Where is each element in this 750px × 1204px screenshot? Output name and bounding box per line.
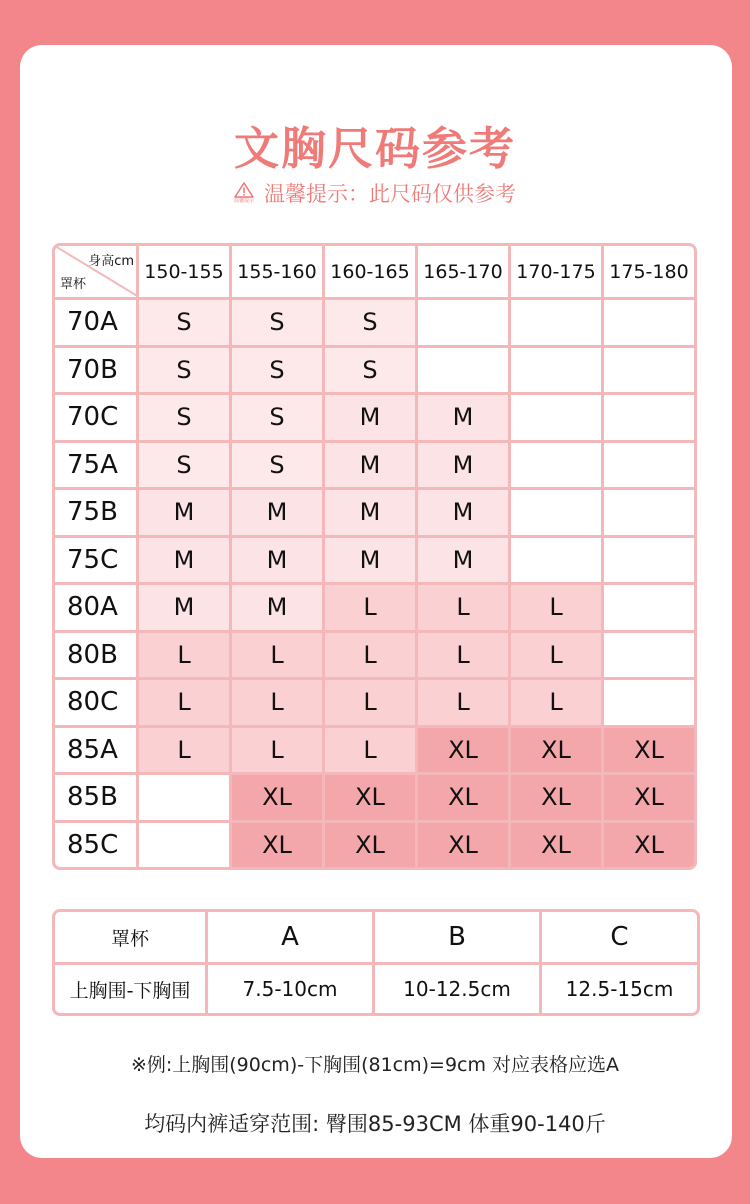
size-cell: S xyxy=(232,395,325,443)
size-cell: L xyxy=(511,585,604,633)
size-cell: XL xyxy=(325,823,418,868)
height-header: 160-165 xyxy=(325,246,418,300)
size-table-row xyxy=(55,633,694,681)
size-cell: XL xyxy=(232,823,325,868)
size-cell xyxy=(511,395,604,443)
cup-letter: B xyxy=(375,912,542,965)
size-cell xyxy=(604,538,694,586)
size-cell: M xyxy=(139,585,232,633)
size-cell xyxy=(604,490,694,538)
size-cell xyxy=(139,823,232,868)
size-cell: L xyxy=(325,680,418,728)
size-table-row xyxy=(55,395,694,443)
cup-size-label: 80B xyxy=(55,633,139,681)
size-cell xyxy=(139,775,232,823)
size-table-row xyxy=(55,585,694,633)
height-header: 165-170 xyxy=(418,246,511,300)
size-cell: M xyxy=(325,443,418,491)
size-cell xyxy=(604,680,694,728)
size-cell xyxy=(604,348,694,396)
size-cell: S xyxy=(139,300,232,348)
size-cell xyxy=(604,443,694,491)
corner-cup-label: 罩杯 xyxy=(60,277,87,292)
size-cell: L xyxy=(232,680,325,728)
warning-icon-caption: 温馨提示 xyxy=(233,198,254,204)
size-cell xyxy=(604,585,694,633)
size-cell xyxy=(511,490,604,538)
size-cell: M xyxy=(232,585,325,633)
size-cell: XL xyxy=(604,775,694,823)
cup-size-label: 75B xyxy=(55,490,139,538)
cup-letter: C xyxy=(542,912,697,965)
size-cell: L xyxy=(511,680,604,728)
cup-diff-label: 上胸围-下胸围 xyxy=(55,965,208,1013)
size-cell: M xyxy=(418,538,511,586)
size-cell xyxy=(418,348,511,396)
size-cell xyxy=(511,443,604,491)
size-cell xyxy=(511,538,604,586)
size-cell xyxy=(418,300,511,348)
size-table-header-row xyxy=(55,246,694,300)
size-cell xyxy=(511,300,604,348)
size-cell: XL xyxy=(232,775,325,823)
size-cell: S xyxy=(232,443,325,491)
size-cell: M xyxy=(325,490,418,538)
size-table-row xyxy=(55,348,694,396)
height-header: 175-180 xyxy=(604,246,694,300)
page-title: 文胸尺码参考 xyxy=(233,122,516,175)
example-note: ※例:上胸围(90cm)-下胸围(81cm)=9cm 对应表格应选A xyxy=(130,1054,620,1076)
size-cell: M xyxy=(232,490,325,538)
size-cell: XL xyxy=(604,823,694,868)
cup-size-label: 70C xyxy=(55,395,139,443)
size-table-row xyxy=(55,490,694,538)
cup-size-label: 85A xyxy=(55,728,139,776)
cup-diff-value: 10-12.5cm xyxy=(375,965,542,1013)
size-table-row xyxy=(55,538,694,586)
size-cell: XL xyxy=(604,728,694,776)
height-header: 170-175 xyxy=(511,246,604,300)
size-cell: M xyxy=(232,538,325,586)
size-cell: S xyxy=(325,300,418,348)
size-cell: M xyxy=(139,538,232,586)
size-cell: XL xyxy=(418,823,511,868)
cup-size-label: 70A xyxy=(55,300,139,348)
size-table-row xyxy=(55,443,694,491)
size-cell: M xyxy=(325,538,418,586)
size-chart-table xyxy=(52,243,697,870)
cup-size-label: 80A xyxy=(55,585,139,633)
size-cell: L xyxy=(325,585,418,633)
cup-size-label: 85B xyxy=(55,775,139,823)
height-header: 150-155 xyxy=(139,246,232,300)
size-cell: L xyxy=(325,633,418,681)
size-cell xyxy=(604,395,694,443)
size-cell: S xyxy=(139,443,232,491)
cup-header-row xyxy=(55,912,697,965)
size-cell: XL xyxy=(511,728,604,776)
tip-line xyxy=(0,178,750,208)
size-cell: L xyxy=(232,633,325,681)
size-table-row xyxy=(55,300,694,348)
size-cell: S xyxy=(232,348,325,396)
size-cell: L xyxy=(418,633,511,681)
size-cell xyxy=(511,348,604,396)
cup-diff-row xyxy=(55,965,697,1013)
cup-letter: A xyxy=(208,912,375,965)
size-table-row xyxy=(55,680,694,728)
size-cell: L xyxy=(418,680,511,728)
size-cell: S xyxy=(325,348,418,396)
size-cell: L xyxy=(325,728,418,776)
size-cell: XL xyxy=(418,728,511,776)
size-cell: S xyxy=(232,300,325,348)
size-cell: M xyxy=(418,395,511,443)
warning-icon xyxy=(234,182,254,204)
size-cell xyxy=(604,300,694,348)
cup-size-label: 80C xyxy=(55,680,139,728)
size-cell: XL xyxy=(325,775,418,823)
corner-cell xyxy=(55,246,139,300)
size-table-row xyxy=(55,728,694,776)
size-cell: M xyxy=(139,490,232,538)
cup-size-label: 75C xyxy=(55,538,139,586)
size-cell: M xyxy=(325,395,418,443)
size-cell: L xyxy=(139,728,232,776)
cup-diff-value: 7.5-10cm xyxy=(208,965,375,1013)
corner-height-label: 身高cm xyxy=(88,254,134,269)
size-cell: S xyxy=(139,395,232,443)
size-cell: L xyxy=(232,728,325,776)
cup-size-label: 85C xyxy=(55,823,139,868)
size-cell: XL xyxy=(511,823,604,868)
cup-header-label: 罩杯 xyxy=(55,912,208,965)
cup-size-label: 75A xyxy=(55,443,139,491)
size-cell: L xyxy=(139,633,232,681)
cup-diff-value: 12.5-15cm xyxy=(565,977,674,1001)
size-cell: L xyxy=(511,633,604,681)
size-cell: M xyxy=(418,490,511,538)
height-header: 155-160 xyxy=(232,246,325,300)
size-cell: S xyxy=(139,348,232,396)
cup-difference-table xyxy=(52,909,700,1016)
size-cell: L xyxy=(139,680,232,728)
size-cell: XL xyxy=(511,775,604,823)
underwear-fit-note: 均码内裤适穿范围: 臀围85-93CM 体重90-140斤 xyxy=(144,1112,606,1136)
size-cell: L xyxy=(418,585,511,633)
size-cell: XL xyxy=(418,775,511,823)
tip-text: 温馨提示：此尺码仅供参考 xyxy=(264,182,516,206)
size-cell xyxy=(604,633,694,681)
size-cell: M xyxy=(418,443,511,491)
size-table-row xyxy=(55,775,694,823)
cup-size-label: 70B xyxy=(55,348,139,396)
size-table-row xyxy=(55,823,694,868)
